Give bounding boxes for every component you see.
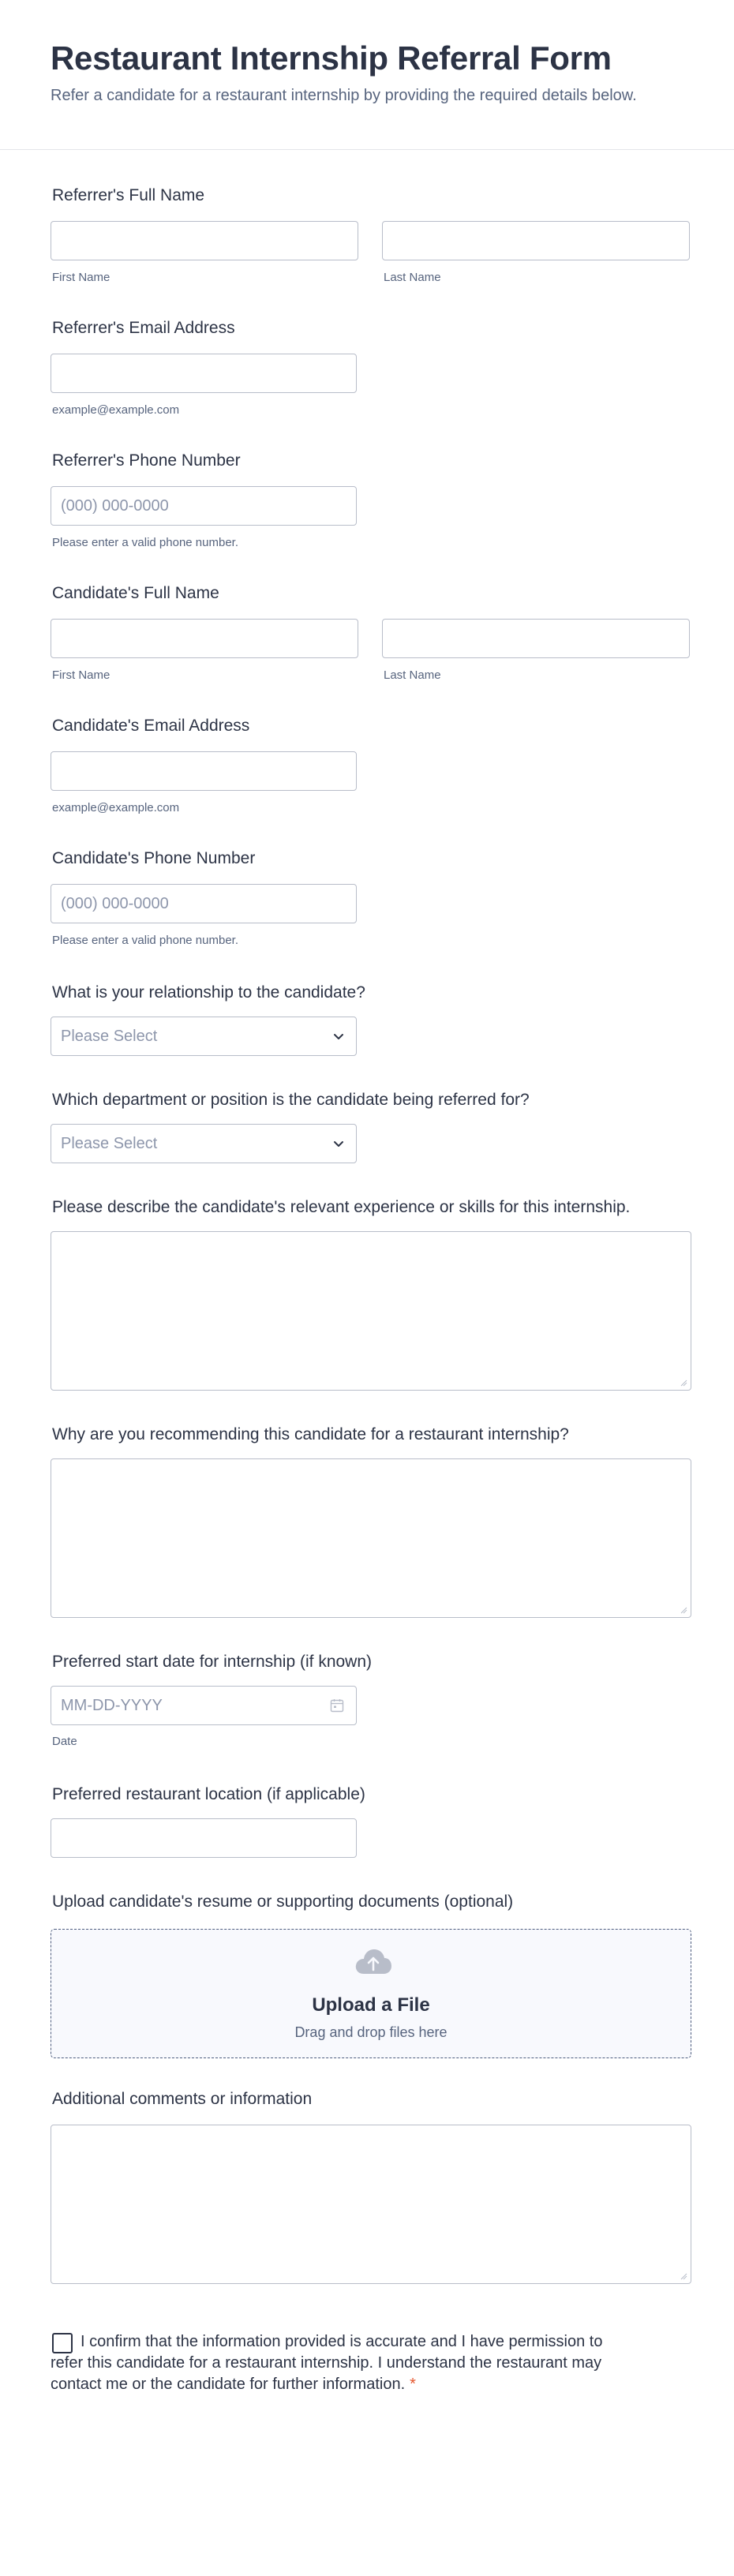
referrer-first-name-input[interactable] — [51, 221, 358, 260]
required-asterisk: * — [410, 2376, 416, 2393]
last-name-sublabel: Last Name — [384, 271, 441, 284]
candidate-email-input[interactable] — [51, 751, 357, 791]
relationship-select[interactable] — [51, 1017, 357, 1056]
consent-statement — [51, 2331, 635, 2395]
comments-textarea[interactable] — [51, 2125, 691, 2284]
candidate-name-label: Candidate's Full Name — [52, 584, 219, 602]
date-placeholder: MM-DD-YYYY — [61, 1697, 163, 1714]
experience-label: Please describe the candidate's relevant experience or skills for this internship. — [52, 1198, 631, 1216]
resize-grip-icon[interactable] — [680, 1379, 687, 1387]
first-name-sublabel: First Name — [52, 271, 110, 284]
phone-sublabel: Please enter a valid phone number. — [52, 536, 238, 549]
referrer-name-label: Referrer's Full Name — [52, 186, 205, 204]
recommendation-label: Why are you recommending this candidate for a restaurant internship? — [52, 1425, 569, 1443]
location-label: Preferred restaurant location (if applicable) — [52, 1785, 365, 1803]
consent-text: I confirm that the information provided is accurate and I have permission to refer this candidate for a restaurant internship. I understand the restaurant may contact me or the candidate for further information. — [51, 2333, 603, 2393]
resize-grip-icon[interactable] — [680, 1606, 687, 1614]
relationship-label: What is your relationship to the candidate? — [52, 983, 365, 1002]
upload-subtitle: Drag and drop files here — [294, 2024, 448, 2040]
first-name-sublabel: First Name — [52, 668, 110, 682]
candidate-email-label: Candidate's Email Address — [52, 717, 250, 735]
referrer-email-label: Referrer's Email Address — [52, 319, 235, 337]
comments-label: Additional comments or information — [52, 2090, 313, 2108]
upload-label: Upload candidate's resume or supporting documents (optional) — [52, 1893, 514, 1911]
date-sublabel: Date — [52, 1735, 77, 1748]
form-header — [0, 0, 734, 150]
page-title: Restaurant Internship Referral Form — [51, 39, 612, 77]
department-label: Which department or position is the candidate being referred for? — [52, 1091, 530, 1109]
start-date-label: Preferred start date for internship (if known) — [52, 1653, 373, 1671]
referrer-last-name-input[interactable] — [382, 221, 690, 260]
chevron-down-icon — [332, 1030, 345, 1043]
candidate-first-name-input[interactable] — [51, 619, 358, 658]
referrer-email-input[interactable] — [51, 354, 357, 393]
select-placeholder: Please Select — [61, 1135, 158, 1152]
experience-textarea[interactable] — [51, 1231, 691, 1391]
page-subtitle: Refer a candidate for a restaurant internship by providing the required details below. — [51, 87, 637, 104]
location-input[interactable] — [51, 1818, 357, 1858]
phone-sublabel: Please enter a valid phone number. — [52, 934, 238, 947]
resize-grip-icon[interactable] — [680, 2272, 687, 2280]
candidate-phone-label: Candidate's Phone Number — [52, 849, 256, 867]
department-select[interactable] — [51, 1124, 357, 1163]
candidate-phone-input[interactable] — [51, 884, 357, 923]
file-upload-dropzone[interactable] — [51, 1929, 691, 2058]
upload-title: Upload a File — [312, 1994, 430, 2016]
email-sublabel: example@example.com — [52, 403, 180, 417]
cloud-upload-icon — [354, 1947, 393, 1975]
start-date-input[interactable] — [51, 1686, 357, 1725]
referrer-phone-input[interactable] — [51, 486, 357, 526]
recommendation-textarea[interactable] — [51, 1458, 691, 1618]
phone-placeholder: (000) 000-0000 — [61, 895, 169, 912]
chevron-down-icon — [332, 1137, 345, 1150]
email-sublabel: example@example.com — [52, 801, 180, 814]
last-name-sublabel: Last Name — [384, 668, 441, 682]
referrer-phone-label: Referrer's Phone Number — [52, 451, 241, 470]
select-placeholder: Please Select — [61, 1028, 158, 1045]
candidate-last-name-input[interactable] — [382, 619, 690, 658]
phone-placeholder: (000) 000-0000 — [61, 497, 169, 515]
calendar-icon[interactable] — [329, 1698, 345, 1713]
